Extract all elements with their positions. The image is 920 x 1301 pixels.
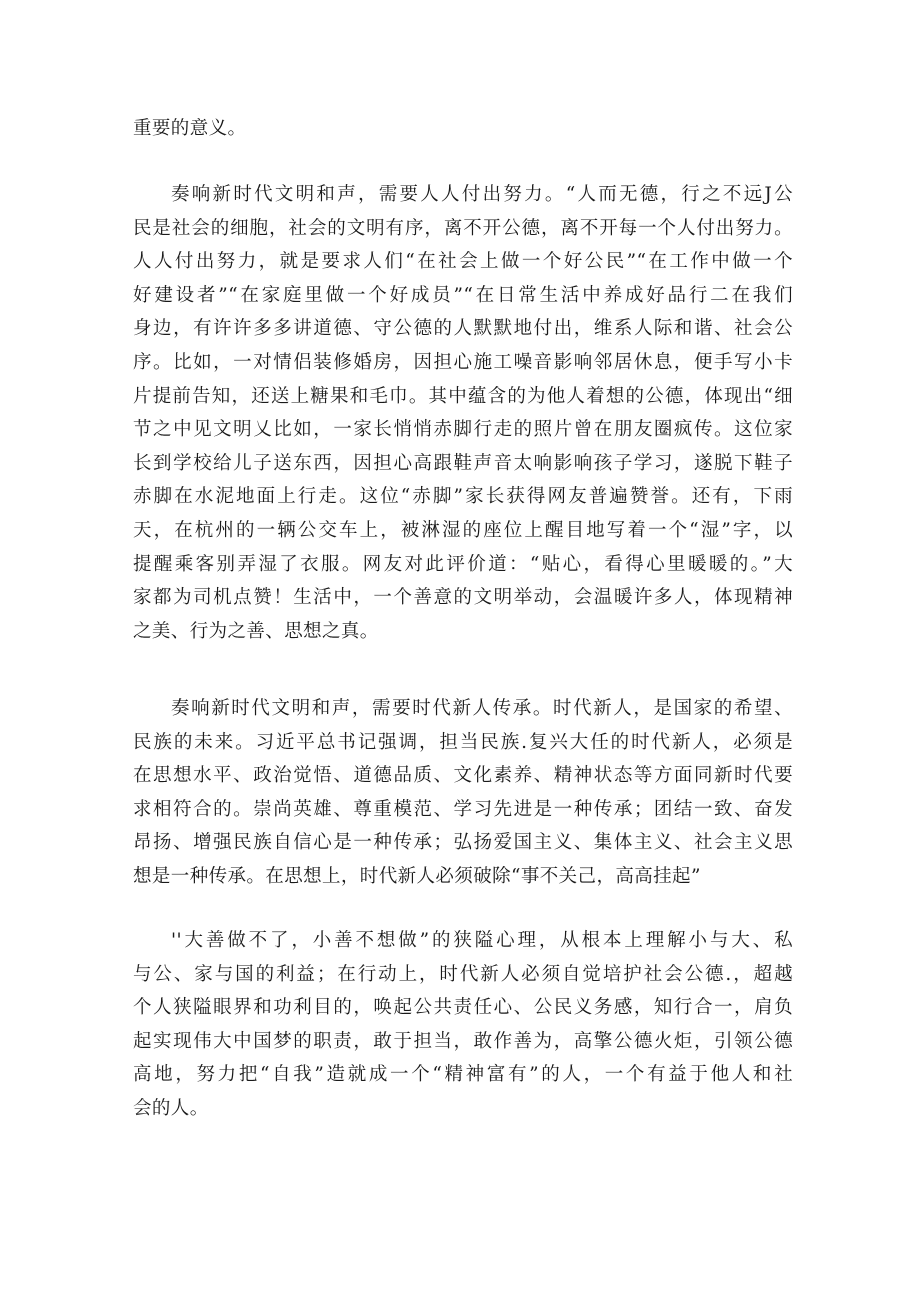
text-line: 求相符合的。崇尚英雄、尊重模范、学习先进是一种传承；团结一致、奋发 [133, 798, 793, 820]
text-line: 片提前告知，还送上糖果和毛巾。其中蕴含的为他人着想的公德，体现出“细 [133, 385, 793, 407]
text-line: 提醒乘客别弄湿了衣服。网友对此评价道：“贴心，看得心里暖暖的。”大 [133, 553, 793, 575]
text-line: 奏响新时代文明和声，需要人人付出努力。“人而无德，行之不远J公 [171, 184, 793, 205]
text-line: 民是社会的细胞，社会的文明有序，离不开公德，离不开每一个人付出努力。 [133, 217, 793, 239]
text-line: 会的人。 [133, 1097, 209, 1119]
text-line: 民族的未来。习近平总书记强调，担当民族.复兴大任的时代新人，必须是 [133, 731, 793, 753]
text-line: 起实现伟大中国梦的职责，敢于担当，敢作善为，高擎公德火炬，引领公德 [133, 1030, 793, 1052]
text-line: 好建设者”“在家庭里做一个好成员”“在日常生活中养成好品行二在我们 [133, 284, 793, 306]
text-line: 奏响新时代文明和声，需要时代新人传承。时代新人，是国家的希望、 [171, 698, 793, 719]
text-line: 序。比如，一对情侣装修婚房，因担心施工噪音影响邻居休息，便手写小卡 [133, 351, 793, 373]
text-line: 高地，努力把“自我”造就成一个“精神富有”的人，一个有益于他人和社 [133, 1064, 793, 1086]
text-line: 身边，有许许多多讲道德、守公德的人默默地付出，维系人际和谐、社会公 [133, 318, 793, 340]
text-line: ''大善做不了，小善不想做”的狭隘心理，从根本上理解小与大、私 [171, 930, 793, 951]
paragraph-2 [133, 178, 793, 648]
text-line: 赤脚在水泥地面上行走。这位“赤脚”家长获得网友普遍赞誉。还有，下雨 [133, 486, 793, 508]
text-line: 与公、家与国的利益；在行动上，时代新人必须自觉培护社会公德.，超越 [133, 963, 793, 985]
text-line: 个人狭隘眼界和功利目的，唤起公共责任心、公民义务感，知行合一，肩负 [133, 997, 793, 1019]
text-line: 长到学校给儿子送东西，因担心高跟鞋声音太响影响孩子学习，遂脱下鞋子 [133, 452, 793, 474]
text-line: 在思想水平、政治觉悟、道德品质、文化素养、精神状态等方面同新时代要 [133, 765, 793, 787]
paragraph-1 [133, 112, 793, 146]
paragraph-3 [133, 692, 793, 894]
text-line: 昂扬、增强民族自信心是一种传承；弘扬爱国主义、集体主义、社会主义思 [133, 832, 793, 854]
text-line: 人人付出努力，就是要求人们“在社会上做一个好公民”“在工作中做一个 [133, 251, 793, 273]
text-line: 想是一种传承。在思想上，时代新人必须破除“事不关己，高高挂起” [133, 865, 701, 887]
text-line: 天，在杭州的一辆公交车上，被淋湿的座位上醒目地写着一个“湿”字，以 [133, 519, 793, 541]
text-line: 重要的意义。 [133, 118, 247, 139]
text-line: 节之中见文明乂比如，一家长悄悄赤脚行走的照片曾在朋友圈疯传。这位家 [133, 419, 793, 441]
text-line: 之美、行为之善、思想之真。 [133, 620, 379, 642]
paragraph-4 [133, 924, 793, 1126]
text-line: 家都为司机点赞！生活中，一个善意的文明举动，会温暖许多人，体现精神 [133, 587, 793, 609]
